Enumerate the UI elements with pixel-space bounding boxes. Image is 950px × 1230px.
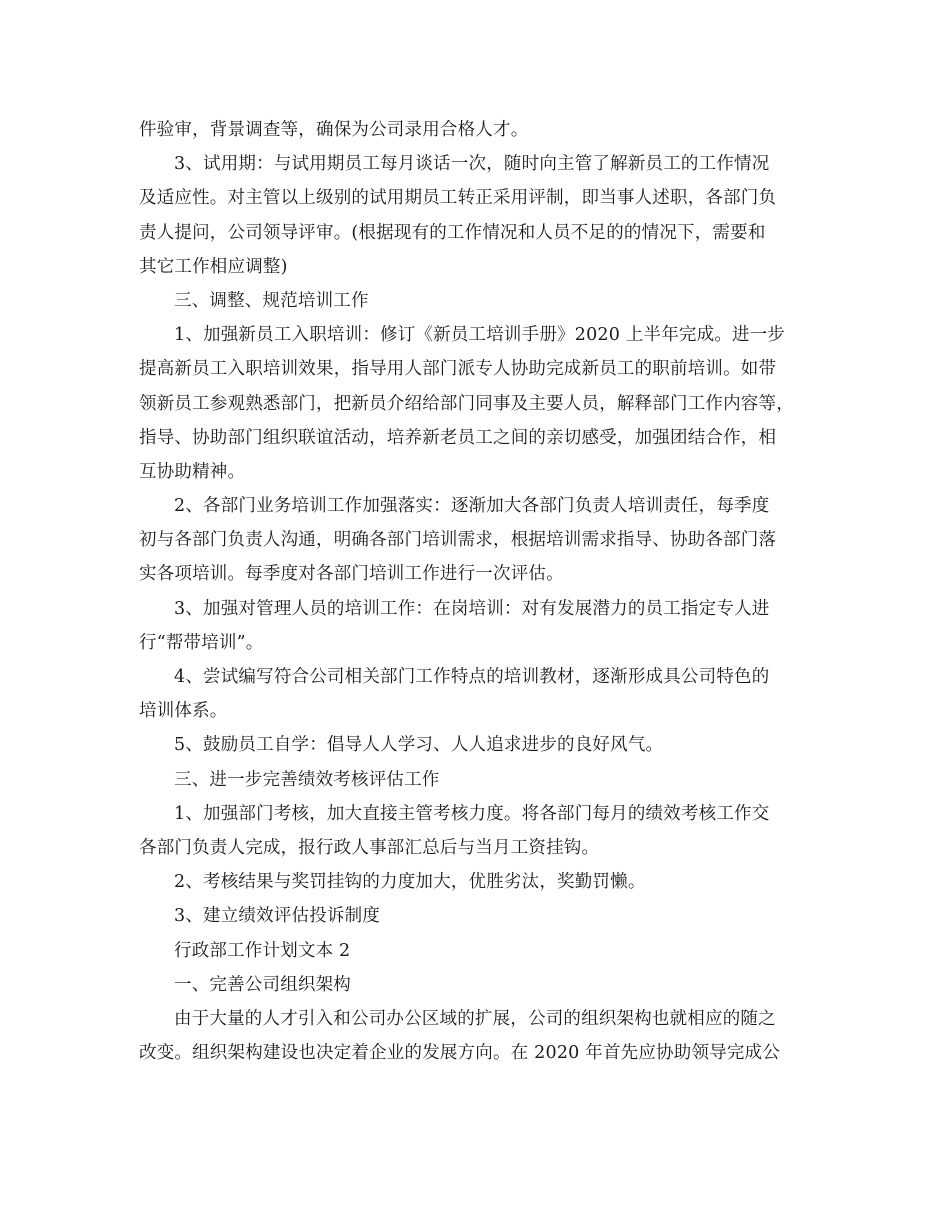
text-line: 三、进一步完善绩效考核评估工作 [174,769,440,790]
document-body [139,113,819,1070]
text-line: 件验审，背景调查等，确保为公司录用合格人才。 [139,120,529,140]
text-line: 实各项培训。每季度对各部门培训工作进行一次评估。 [139,564,564,585]
text-line: 培训体系。 [139,701,228,722]
text-line: 初与各部门负责人沟通，明确各部门培训需求，根据培训需求指导、协助各部门落 [139,530,777,551]
text-line: 行政部工作计划文本 2 [174,940,351,961]
text-line: 其它工作相应调整) [139,256,288,277]
text-line: 改变。组织架构建设也决定着企业的发展方向。在 2020 年首先应协助领导完成公 [139,1043,780,1064]
text-line: 行“帮带培训”。 [139,632,264,653]
text-line: 提高新员工入职培训效果，指导用人部门派专人协助完成新员工的职前培训。如带 [139,359,777,380]
text-line: 1、加强部门考核，加大直接主管考核力度。将各部门每月的绩效考核工作交 [174,803,770,824]
text-line: 3、建立绩效评估投诉制度 [174,906,381,927]
text-line: 5、鼓励员工自学：倡导人人学习、人人追求进步的良好风气。 [174,735,664,756]
text-line: 领新员工参观熟悉部门，把新员介绍给部门同事及主要人员，解释部门工作内容等， [139,393,794,414]
text-line: 由于大量的人才引入和公司办公区域的扩展，公司的组织架构也就相应的随之 [174,1008,776,1029]
text-line: 及适应性。对主管以上级别的试用期员工转正采用评制，即当事人述职，各部门负 [139,188,777,209]
text-line: 2、考核结果与奖罚挂钩的力度加大，优胜劣汰，奖勤罚懒。 [174,872,646,893]
text-line: 一、完善公司组织架构 [174,974,351,995]
text-line: 2、各部门业务培训工作加强落实：逐渐加大各部门负责人培训责任，每季度 [174,496,770,517]
text-line: 4、尝试编写符合公司相关部门工作特点的培训教材，逐渐形成具公司特色的 [174,667,770,687]
text-line: 各部门负责人完成，报行政人事部汇总后与当月工资挂钩。 [139,837,600,858]
text-line: 3、加强对管理人员的培训工作：在岗培训：对有发展潜力的员工指定专人进 [174,598,770,619]
text-line: 1、加强新员工入职培训：修订《新员工培训手册》2020 上半年完成。进一步 [174,325,786,346]
text-line: 互协助精神。 [139,461,246,482]
text-line: 三、调整、规范培训工作 [174,290,369,311]
text-line: 指导、协助部门组织联谊活动，培养新老员工之间的亲切感受，加强团结合作，相 [139,427,777,448]
text-line: 责人提问，公司领导评审。(根据现有的工作情况和人员不足的的情况下，需要和 [139,222,766,243]
text-line: 3、试用期：与试用期员工每月谈话一次，随时向主管了解新员工的工作情况 [174,154,770,175]
